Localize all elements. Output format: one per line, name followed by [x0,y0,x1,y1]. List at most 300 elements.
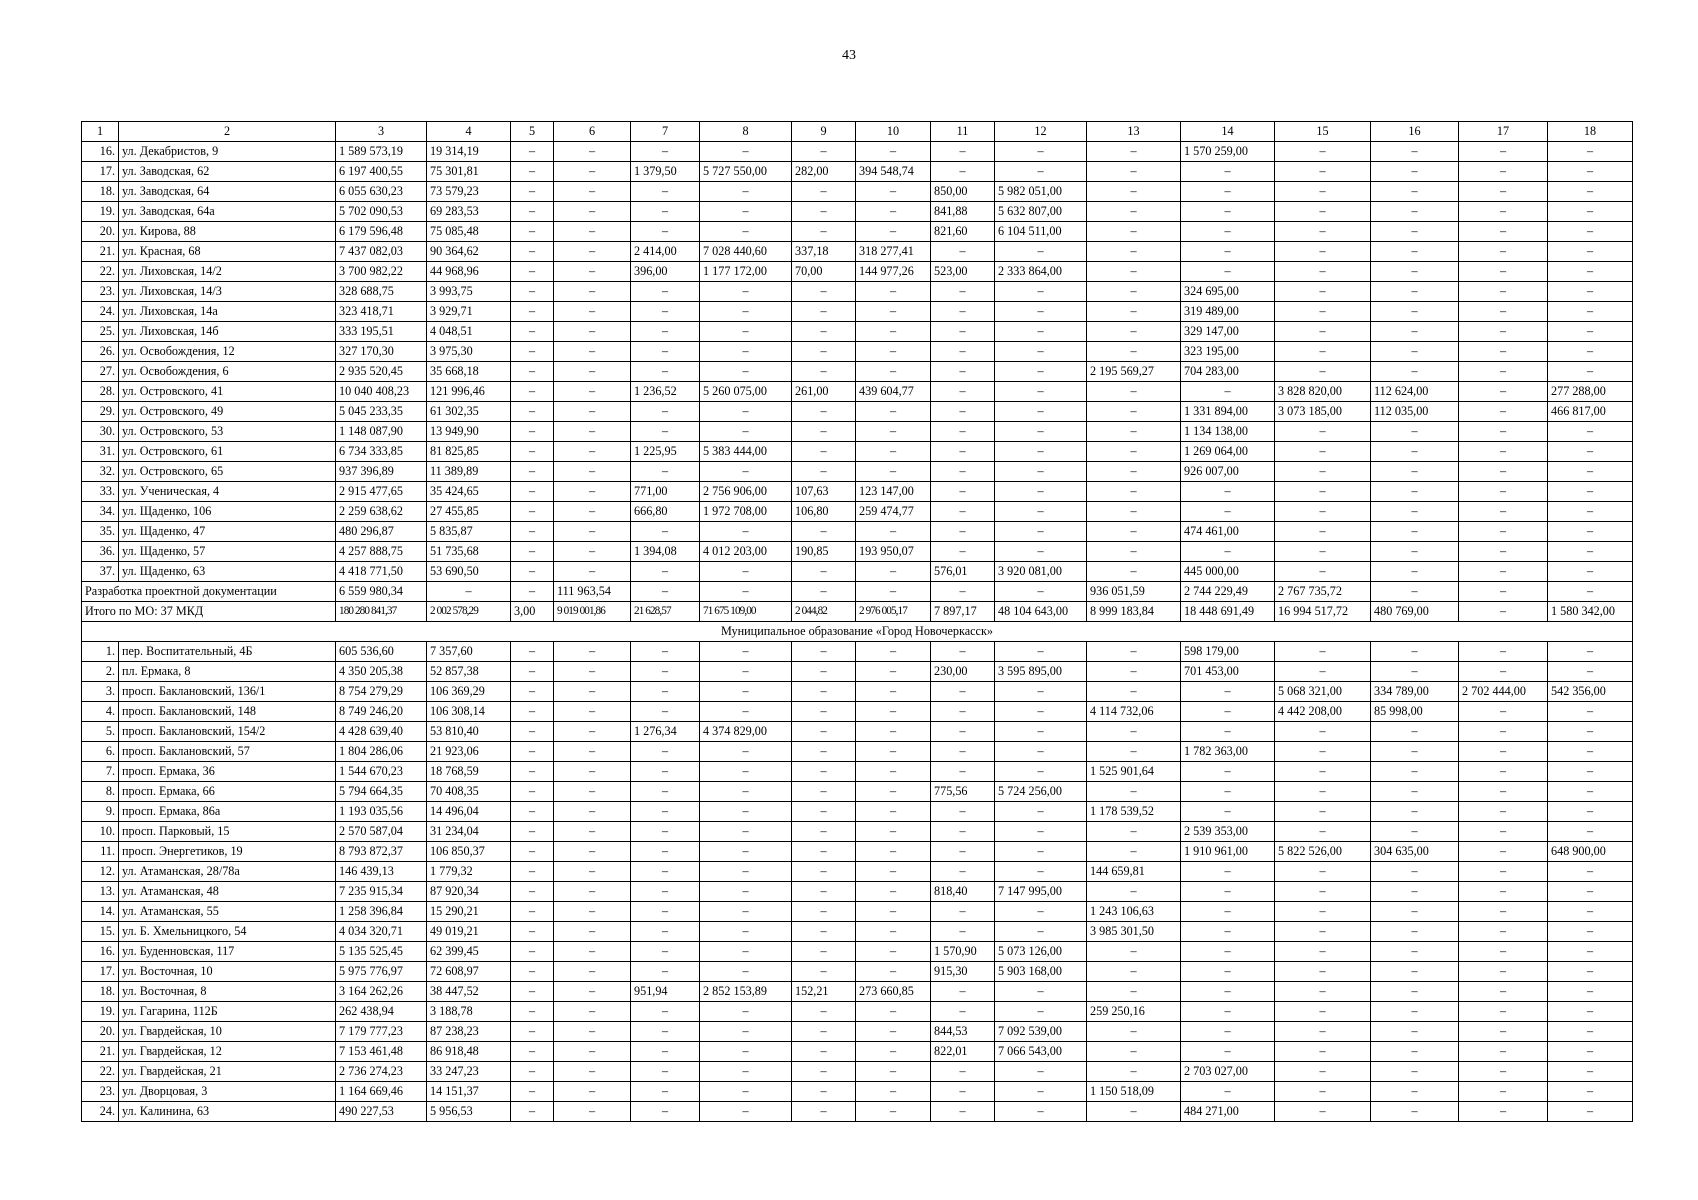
address-cell: ул. Заводская, 64а [119,202,336,222]
value-cell: 4 428 639,40 [336,722,427,742]
value-cell: – [1371,922,1459,942]
value-cell: – [700,942,792,962]
address-cell: ул. Атаманская, 48 [119,882,336,902]
value-cell: – [856,842,931,862]
value-cell: – [1548,1082,1633,1102]
table-row [82,242,1633,262]
value-cell: 7 153 461,48 [336,1042,427,1062]
value-cell: – [1548,462,1633,482]
value-cell: – [427,582,511,602]
value-cell: – [1371,242,1459,262]
value-cell: 5 135 525,45 [336,942,427,962]
value-cell: – [511,962,554,982]
value-cell: 4 114 732,06 [1087,702,1181,722]
value-cell: 71 675 109,00 [700,602,792,622]
value-cell: – [554,522,631,542]
value-cell: 319 489,00 [1181,302,1275,322]
value-cell: – [856,422,931,442]
value-cell: – [792,862,856,882]
value-cell: – [1371,962,1459,982]
address-cell: просп. Баклановский, 154/2 [119,722,336,742]
value-cell: – [792,802,856,822]
value-cell: – [1459,162,1548,182]
address-cell: ул. Островского, 41 [119,382,336,402]
value-cell: – [1275,982,1371,1002]
row-number: 16. [82,942,119,962]
value-cell: – [511,402,554,422]
value-cell: 605 536,60 [336,642,427,662]
value-cell: – [700,362,792,382]
value-cell: – [856,642,931,662]
value-cell: 11 389,89 [427,462,511,482]
value-cell: 3 985 301,50 [1087,922,1181,942]
value-cell: – [1087,222,1181,242]
value-cell: – [1181,1082,1275,1102]
value-cell: – [1181,482,1275,502]
value-cell: – [1548,962,1633,982]
row-number: 35. [82,522,119,542]
value-cell: – [1459,922,1548,942]
value-cell: – [554,242,631,262]
value-cell: 3,00 [511,602,554,622]
value-cell: – [792,362,856,382]
value-cell: – [995,422,1087,442]
value-cell: – [792,902,856,922]
value-cell: – [1371,762,1459,782]
value-cell: 1 570,90 [931,942,995,962]
value-cell: 818,40 [931,882,995,902]
address-cell: ул. Гвардейская, 12 [119,1042,336,1062]
value-cell: – [554,322,631,342]
value-cell: 7 897,17 [931,602,995,622]
value-cell: – [1371,802,1459,822]
value-cell: 69 283,53 [427,202,511,222]
value-cell: – [995,802,1087,822]
table-row [82,302,1633,322]
value-cell: 10 040 408,23 [336,382,427,402]
value-cell: – [1275,802,1371,822]
row-number: 11. [82,842,119,862]
value-cell: – [995,502,1087,522]
value-cell: – [1548,322,1633,342]
value-cell: – [792,322,856,342]
value-cell: 38 447,52 [427,982,511,1002]
table-row [82,262,1633,282]
value-cell: – [1275,962,1371,982]
value-cell: – [554,802,631,822]
value-cell: 327 170,30 [336,342,427,362]
value-cell: – [931,362,995,382]
value-cell: 90 364,62 [427,242,511,262]
row-number: 26. [82,342,119,362]
value-cell: – [931,922,995,942]
value-cell: – [511,802,554,822]
address-cell: ул. Красная, 68 [119,242,336,262]
value-cell: – [856,522,931,542]
value-cell: – [995,722,1087,742]
value-cell: – [931,582,995,602]
table-row [82,222,1633,242]
value-cell: – [1275,422,1371,442]
value-cell: – [511,722,554,742]
value-cell: – [931,142,995,162]
value-cell: – [511,462,554,482]
value-cell: 106,80 [792,502,856,522]
value-cell: – [631,682,700,702]
value-cell: 5 045 233,35 [336,402,427,422]
value-cell: – [856,1102,931,1122]
value-cell: – [1181,502,1275,522]
value-cell: – [700,642,792,662]
value-cell: – [995,162,1087,182]
column-header-8: 8 [700,122,792,142]
value-cell: – [792,842,856,862]
value-cell: – [995,822,1087,842]
value-cell: – [1548,1002,1633,1022]
row-number: 3. [82,682,119,702]
value-cell: – [700,962,792,982]
table-row [82,1022,1633,1042]
value-cell: – [511,242,554,262]
value-cell: 259 250,16 [1087,1002,1181,1022]
value-cell: – [1459,222,1548,242]
value-cell: 6 179 596,48 [336,222,427,242]
renovation-cost-table [81,121,1633,1122]
value-cell: – [1275,862,1371,882]
value-cell: 49 019,21 [427,922,511,942]
value-cell: – [792,342,856,362]
value-cell: – [792,822,856,842]
value-cell: 439 604,77 [856,382,931,402]
value-cell: – [1371,1022,1459,1042]
table-row [82,942,1633,962]
table-row [82,682,1633,702]
value-cell: 112 035,00 [1371,402,1459,422]
value-cell: – [995,642,1087,662]
value-cell: – [1371,302,1459,322]
value-cell: 31 234,04 [427,822,511,842]
value-cell: 2 935 520,45 [336,362,427,382]
value-cell: – [1459,702,1548,722]
value-cell: 1 544 670,23 [336,762,427,782]
value-cell: – [1371,362,1459,382]
table-row [82,1082,1633,1102]
value-cell: – [931,982,995,1002]
value-cell: – [1459,582,1548,602]
row-number: 20. [82,1022,119,1042]
value-cell: – [700,822,792,842]
value-cell: – [554,562,631,582]
address-cell: ул. Гвардейская, 10 [119,1022,336,1042]
row-number: 32. [82,462,119,482]
value-cell: – [631,802,700,822]
value-cell: – [554,1082,631,1102]
value-cell: – [511,422,554,442]
value-cell: 27 455,85 [427,502,511,522]
value-cell: 1 379,50 [631,162,700,182]
value-cell: 1 580 342,00 [1548,602,1633,622]
table-row [82,842,1633,862]
table-row [82,782,1633,802]
value-cell: – [931,462,995,482]
value-cell: – [1548,662,1633,682]
table-row [82,202,1633,222]
value-cell: – [1181,162,1275,182]
value-cell: – [1087,482,1181,502]
value-cell: – [631,702,700,722]
value-cell: – [1548,822,1633,842]
value-cell: – [554,1042,631,1062]
value-cell: 6 055 630,23 [336,182,427,202]
row-number: 15. [82,922,119,942]
value-cell: 259 474,77 [856,502,931,522]
column-header-17: 17 [1459,122,1548,142]
column-header-7: 7 [631,122,700,142]
value-cell: – [1087,382,1181,402]
value-cell: – [511,682,554,702]
value-cell: 484 271,00 [1181,1102,1275,1122]
address-cell: ул. Островского, 65 [119,462,336,482]
value-cell: – [511,882,554,902]
value-cell: – [554,162,631,182]
value-cell: – [554,482,631,502]
value-cell: – [554,1022,631,1042]
value-cell: – [511,782,554,802]
value-cell: – [631,562,700,582]
value-cell: – [1459,382,1548,402]
value-cell: 53 690,50 [427,562,511,582]
row-number: 23. [82,1082,119,1102]
value-cell: 72 608,97 [427,962,511,982]
value-cell: – [1275,182,1371,202]
value-cell: – [700,1082,792,1102]
value-cell: – [856,782,931,802]
value-cell: 1 164 669,46 [336,1082,427,1102]
value-cell: – [856,182,931,202]
value-cell: 4 350 205,38 [336,662,427,682]
value-cell: – [1459,262,1548,282]
value-cell: – [1181,922,1275,942]
row-number: 10. [82,822,119,842]
value-cell: – [511,282,554,302]
value-cell: – [856,402,931,422]
value-cell: – [631,1022,700,1042]
value-cell: – [792,142,856,162]
value-cell: – [856,802,931,822]
value-cell: – [995,402,1087,422]
value-cell: – [700,782,792,802]
value-cell: – [856,742,931,762]
table-row [82,722,1633,742]
value-cell: 1 804 286,06 [336,742,427,762]
page-number: 43 [842,48,856,63]
value-cell: – [856,962,931,982]
value-cell: – [1459,502,1548,522]
value-cell: 936 051,59 [1087,582,1181,602]
value-cell: – [1087,542,1181,562]
value-cell: – [1371,482,1459,502]
value-cell: – [700,682,792,702]
row-number: 34. [82,502,119,522]
value-cell: – [700,902,792,922]
value-cell: – [700,422,792,442]
value-cell: – [700,282,792,302]
value-cell: – [631,662,700,682]
value-cell: 7 066 543,00 [995,1042,1087,1062]
value-cell: 8 754 279,29 [336,682,427,702]
value-cell: – [1459,182,1548,202]
address-cell: просп. Энергетиков, 19 [119,842,336,862]
value-cell: – [931,482,995,502]
value-cell: 771,00 [631,482,700,502]
value-cell: 318 277,41 [856,242,931,262]
value-cell: – [1548,722,1633,742]
value-cell: 5 383 444,00 [700,442,792,462]
value-cell: 123 147,00 [856,482,931,502]
value-cell: 915,30 [931,962,995,982]
value-cell: – [931,702,995,722]
row-number: 20. [82,222,119,242]
column-header-15: 15 [1275,122,1371,142]
value-cell: 4 034 320,71 [336,922,427,942]
value-cell: – [995,282,1087,302]
value-cell: – [1087,1022,1181,1042]
value-cell: – [511,342,554,362]
value-cell: 4 418 771,50 [336,562,427,582]
value-cell: – [631,862,700,882]
table-row [82,762,1633,782]
value-cell: – [1548,362,1633,382]
row-number: 16. [82,142,119,162]
value-cell: 2 736 274,23 [336,1062,427,1082]
table-row [82,442,1633,462]
value-cell: – [995,382,1087,402]
value-cell: – [931,442,995,462]
value-cell: – [931,402,995,422]
value-cell: – [1459,422,1548,442]
value-cell: – [1459,602,1548,622]
value-cell: – [700,1002,792,1022]
value-cell: 5 727 550,00 [700,162,792,182]
value-cell: – [554,662,631,682]
table-row [82,922,1633,942]
column-header-4: 4 [427,122,511,142]
table-row [82,862,1633,882]
value-cell: 112 624,00 [1371,382,1459,402]
value-cell: – [511,442,554,462]
value-cell: – [1459,1042,1548,1062]
value-cell: 3 993,75 [427,282,511,302]
value-cell: 1 148 087,90 [336,422,427,442]
row-number: 31. [82,442,119,462]
value-cell: – [1371,162,1459,182]
value-cell: – [700,302,792,322]
value-cell: 844,53 [931,1022,995,1042]
value-cell: – [554,222,631,242]
value-cell: – [995,582,1087,602]
address-cell: ул. Щаденко, 63 [119,562,336,582]
value-cell: 2 414,00 [631,242,700,262]
value-cell: 7 235 915,34 [336,882,427,902]
value-cell: 52 857,38 [427,662,511,682]
value-cell: 1 243 106,63 [1087,902,1181,922]
design-documentation-row [82,582,1633,602]
value-cell: 21 628,57 [631,602,700,622]
value-cell: – [792,1042,856,1062]
value-cell: – [1548,1022,1633,1042]
value-cell: – [631,1002,700,1022]
value-cell: – [511,1082,554,1102]
value-cell: – [1181,242,1275,262]
value-cell: 1 779,32 [427,862,511,882]
value-cell: – [1275,742,1371,762]
value-cell: 1 269 064,00 [1181,442,1275,462]
value-cell: 951,94 [631,982,700,1002]
table-row [82,502,1633,522]
value-cell: – [1181,202,1275,222]
value-cell: – [931,322,995,342]
value-cell: – [700,582,792,602]
value-cell: – [700,1062,792,1082]
address-cell: ул. Островского, 61 [119,442,336,462]
value-cell: – [1181,702,1275,722]
value-cell: – [554,862,631,882]
value-cell: – [995,902,1087,922]
value-cell: – [511,1002,554,1022]
value-cell: – [931,802,995,822]
value-cell: – [554,262,631,282]
value-cell: – [631,422,700,442]
value-cell: – [554,1062,631,1082]
value-cell: – [554,342,631,362]
value-cell: – [700,462,792,482]
value-cell: – [631,782,700,802]
value-cell: – [1275,782,1371,802]
value-cell: – [931,282,995,302]
value-cell: – [631,822,700,842]
value-cell: 3 700 982,22 [336,262,427,282]
row-number: 23. [82,282,119,302]
value-cell: – [1459,942,1548,962]
value-cell: – [1459,1062,1548,1082]
value-cell: – [1275,922,1371,942]
value-cell: 14 496,04 [427,802,511,822]
table-row [82,822,1633,842]
value-cell: – [1459,342,1548,362]
value-cell: 3 164 262,26 [336,982,427,1002]
value-cell: 2 756 906,00 [700,482,792,502]
value-cell: 474 461,00 [1181,522,1275,542]
value-cell: – [554,842,631,862]
value-cell: – [792,462,856,482]
value-cell: – [995,742,1087,762]
value-cell: 333 195,51 [336,322,427,342]
value-cell: – [1459,982,1548,1002]
value-cell: – [792,422,856,442]
table-row [82,382,1633,402]
value-cell: – [554,882,631,902]
value-cell: 8 749 246,20 [336,702,427,722]
value-cell: 2 744 229,49 [1181,582,1275,602]
value-cell: 73 579,23 [427,182,511,202]
value-cell: – [1548,742,1633,762]
value-cell: – [554,382,631,402]
value-cell: 7 357,60 [427,642,511,662]
row-number: 25. [82,322,119,342]
row-number: 29. [82,402,119,422]
value-cell: – [1275,642,1371,662]
value-cell: – [792,442,856,462]
